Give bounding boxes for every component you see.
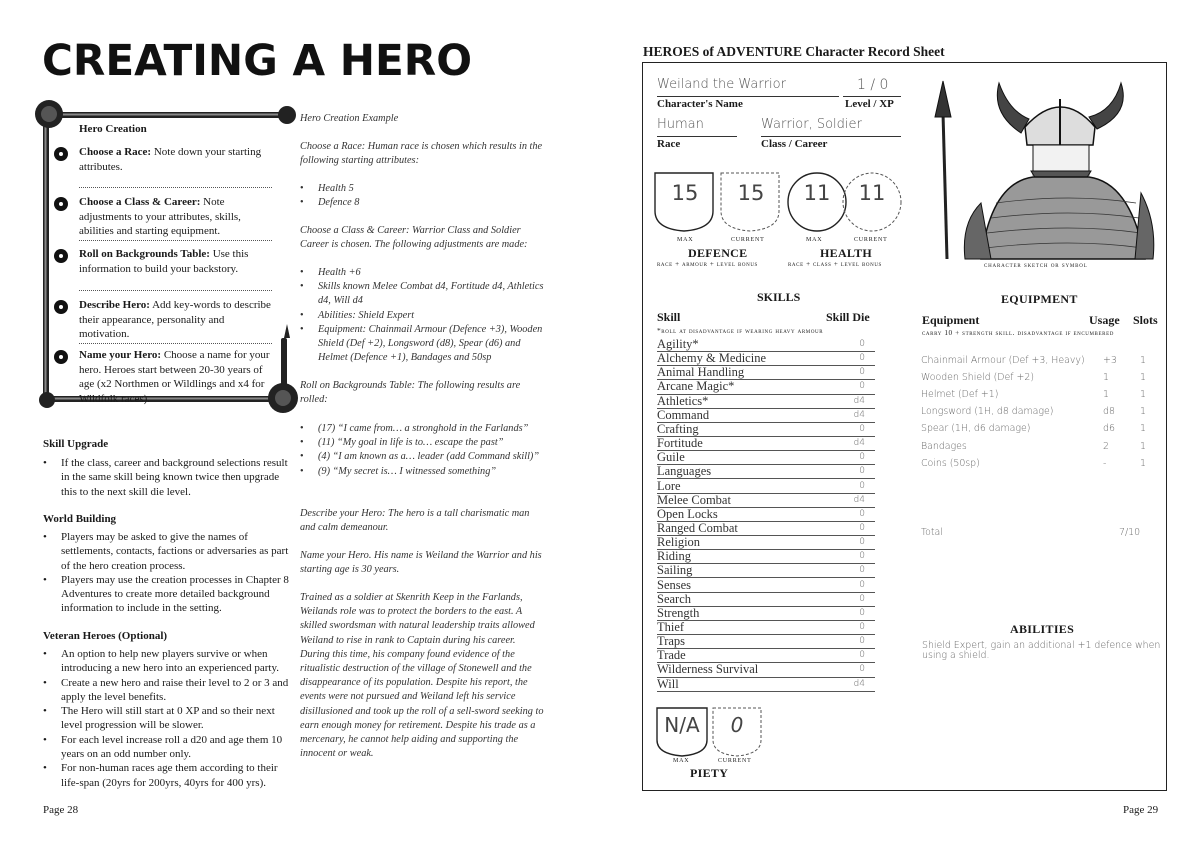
piety-max-label: max — [673, 755, 690, 764]
example-class-list — [300, 266, 545, 365]
character-portrait — [921, 73, 1157, 261]
skill-name: Arcane Magic* — [657, 379, 735, 394]
skill-die-value[interactable]: 0 — [859, 423, 865, 434]
equipment-usage: 2 — [1103, 440, 1109, 452]
skill-row[interactable] — [657, 579, 875, 593]
list-item: • Create a new hero and raise their level to 2 or 3 and apply the level benefits. — [43, 676, 293, 705]
skill-row[interactable] — [657, 480, 875, 494]
veteran-heroes-list — [43, 647, 293, 790]
field-line — [657, 136, 737, 137]
step-describe-hero: Describe Hero: Add key-words to describe their appearance, personality and motivation. — [79, 299, 271, 340]
total-label: Total — [921, 527, 943, 538]
field-line — [761, 136, 901, 137]
divider — [79, 187, 272, 188]
equipment-note: carry 10 + strength skill. disadvantage if encumbered — [922, 329, 1114, 337]
skill-die-value[interactable]: 0 — [859, 636, 865, 647]
list-item: • Health +6 — [300, 266, 545, 280]
skill-die-value[interactable]: 0 — [859, 650, 865, 661]
skill-die-value[interactable]: 0 — [859, 452, 865, 463]
list-item: • (17) “I came from… a stronghold in the Farlands” — [300, 422, 545, 436]
divider — [79, 240, 272, 241]
list-item: • Defence 8 — [300, 196, 545, 210]
step-backgrounds: Roll on Backgrounds Table: Use this information to build your backstory. — [79, 248, 249, 275]
character-name-value[interactable]: Weiland the Warrior — [657, 77, 786, 92]
skill-name: Languages — [657, 464, 712, 479]
skill-row[interactable] — [657, 423, 875, 437]
skill-die-value[interactable]: 0 — [859, 381, 865, 392]
slots-column-header: Slots — [1133, 313, 1158, 327]
piety-label: PIETY — [690, 766, 729, 780]
skill-row[interactable] — [657, 635, 875, 649]
list-item: • Players may be asked to give the names of settlements, contacts, factions or adversaries as part of the hero creation process. — [43, 530, 293, 573]
skill-die-value[interactable]: 0 — [859, 522, 865, 533]
example-race-list — [300, 182, 545, 210]
skill-row[interactable] — [657, 366, 875, 380]
skill-die-value[interactable]: d4 — [853, 409, 865, 420]
abilities-text[interactable]: Shield Expert, gain an additional +1 defence when using a shield. — [922, 640, 1161, 661]
equipment-slots: 1 — [1140, 389, 1146, 401]
skill-die-value[interactable]: 0 — [859, 353, 865, 364]
equipment-item: Helmet (Def +1) — [921, 389, 999, 401]
warrior-sketch-image — [921, 73, 1157, 261]
equipment-usage: d6 — [1103, 423, 1115, 435]
skills-note: *roll at disadvantage if wearing heavy armour — [657, 326, 824, 335]
skill-row[interactable] — [657, 465, 875, 479]
step-bullet-icon — [54, 300, 68, 314]
skill-name: Wilderness Survival — [657, 662, 759, 677]
skill-die-value[interactable]: 0 — [859, 537, 865, 548]
defence-max-value[interactable]: 15 — [671, 181, 699, 205]
character-name-label: Character's Name — [657, 98, 743, 110]
skill-die-value[interactable]: 0 — [859, 664, 865, 675]
sheet-title: HEROES of ADVENTURE Character Record Sheet — [643, 44, 945, 59]
class-career-value[interactable]: Warrior, Soldier — [761, 117, 862, 132]
equipment-item: Wooden Shield (Def +2) — [921, 372, 1035, 384]
health-max-label: max — [806, 234, 823, 243]
equipment-usage: - — [1103, 457, 1107, 469]
equipment-slots: 1 — [1140, 423, 1146, 435]
field-line — [657, 96, 839, 97]
list-item: • (11) “My goal in life is to… escape the past” — [300, 436, 545, 450]
skill-name: Command — [657, 407, 710, 422]
skill-die-column-header: Skill Die — [826, 310, 870, 324]
equipment-item: Bandages — [921, 440, 967, 452]
list-item: • Skills known Melee Combat d4, Fortitude d4, Athletics d4, Will d4 — [300, 280, 545, 308]
world-building-list — [43, 530, 293, 616]
skill-name: Search — [657, 591, 692, 606]
skill-name: Athletics* — [657, 393, 709, 408]
equipment-slots: 1 — [1140, 406, 1146, 418]
list-item: • The Hero will still start at 0 XP and so their next level progression will be slower. — [43, 704, 293, 733]
page-number-right: Page 29 — [1123, 804, 1159, 816]
skill-die-value[interactable]: d4 — [853, 494, 865, 505]
skill-die-value[interactable]: 0 — [859, 565, 865, 576]
skill-column-header: Skill — [657, 310, 681, 324]
equipment-slots: 1 — [1140, 457, 1146, 469]
skill-die-value[interactable]: 0 — [859, 551, 865, 562]
skill-name: Lore — [657, 478, 681, 493]
skill-name: Riding — [657, 549, 692, 564]
equipment-item: Longsword (1H, d8 damage) — [921, 406, 1054, 418]
list-item: • If the class, career and background selections result in the same skill being known twice then upgrade this to the next skill die level. — [43, 456, 293, 499]
skill-name: Trade — [657, 648, 686, 663]
total-value[interactable]: 7/10 — [1119, 527, 1141, 538]
skill-die-value[interactable]: 0 — [859, 622, 865, 632]
skill-die-value[interactable]: 0 — [859, 466, 865, 477]
equipment-title: EQUIPMENT — [1001, 292, 1078, 306]
skill-die-value[interactable]: 0 — [859, 339, 865, 349]
skill-name: Will — [657, 676, 679, 691]
skill-name: Animal Handling — [657, 365, 745, 380]
skill-row[interactable] — [657, 550, 875, 564]
list-item: • Players may use the creation processes in Chapter 8 Adventures to create more detailed background information to include in the setting. — [43, 573, 293, 616]
list-item: • An option to help new players survive or when introducing a new hero into an experienced party. — [43, 647, 293, 676]
list-item: • Abilities: Shield Expert — [300, 309, 545, 323]
equipment-slots: 1 — [1140, 440, 1146, 452]
skill-row[interactable] — [657, 338, 875, 352]
skill-row[interactable] — [657, 395, 875, 409]
skill-upgrade-list — [43, 456, 293, 499]
skill-row[interactable] — [657, 621, 875, 635]
skill-row[interactable] — [657, 663, 875, 677]
race-value[interactable]: Human — [657, 117, 704, 132]
divider — [79, 343, 272, 344]
example-backgrounds: Roll on Backgrounds Table: The following results are rolled: — [300, 380, 521, 406]
skill-name: Open Locks — [657, 506, 718, 521]
health-note: race + class + level bonus — [788, 260, 882, 268]
abilities-title: ABILITIES — [1010, 622, 1075, 636]
skill-name: Fortitude — [657, 436, 703, 451]
list-item: • For non-human races age them according to their life-span (20yrs for 200yrs, 40yrs for 400 yrs). — [43, 761, 293, 790]
example-story: Trained as a soldier at Skenrith Keep in the Farlands, Weilands role was to protect the borders to the east. A skilled swordsman with natural leadership traits allowed Weiland to rise in rank to Captain during his career. During this time, his company found evidence of the ritualistic destruction of the village of Stonewell and the disappearance of its population. Despite his report, the events were not pursued and Weiland left his service disillusioned and took up the roll of a sell-sword seeking to earn enough money for retirement. Despite his trade as a mercenary, he cannot help aiding and supporting the innocent or weak. — [300, 592, 544, 760]
skill-row[interactable] — [657, 649, 875, 663]
skill-row[interactable] — [657, 508, 875, 522]
level-xp-label: Level / XP — [845, 98, 894, 110]
skill-die-value[interactable]: 0 — [859, 607, 865, 618]
piety-current-label: current — [718, 755, 752, 764]
defence-current-value[interactable]: 15 — [737, 181, 765, 205]
skill-name: Sailing — [657, 563, 693, 578]
list-item: • For each level increase roll a d20 and age them 10 years on an odd number only. — [43, 733, 293, 762]
field-line — [843, 96, 901, 97]
list-item: • Equipment: Chainmail Armour (Defence +3), Wooden Shield (Def +2), Longsword (d8), Spear (d6) and Helmet (Defence +1), Bandages and 50sp — [300, 323, 545, 366]
class-career-label: Class / Career — [761, 138, 828, 150]
example-heading: Hero Creation Example — [300, 113, 399, 124]
page-number-left: Page 28 — [43, 804, 79, 816]
hero-creation-heading: Hero Creation — [79, 123, 147, 135]
defence-note: race + armour + level bonus — [657, 260, 758, 268]
skill-upgrade-heading: Skill Upgrade — [43, 438, 109, 450]
example-backgrounds-list — [300, 422, 545, 479]
health-max-value[interactable]: 11 — [803, 181, 831, 205]
skill-row[interactable] — [657, 409, 875, 423]
health-current-label: current — [854, 234, 888, 243]
skill-die-value[interactable]: 0 — [859, 593, 865, 604]
skill-name: Guile — [657, 450, 685, 465]
skill-die-value[interactable]: d4 — [853, 438, 865, 449]
step-bullet-icon — [54, 249, 68, 263]
race-label: Race — [657, 138, 681, 150]
piety-max-value[interactable]: N/A — [664, 713, 700, 737]
skill-name: Agility* — [657, 337, 699, 351]
example-race: Choose a Race: Human race is chosen which results in the following starting attributes: — [300, 141, 543, 167]
skill-name: Traps — [657, 634, 686, 649]
skill-row[interactable] — [657, 352, 875, 366]
health-label: HEALTH — [820, 246, 873, 260]
skill-row[interactable] — [657, 522, 875, 536]
equipment-usage: 1 — [1103, 372, 1109, 384]
equipment-column-header: Equipment — [922, 313, 980, 327]
example-name: Name your Hero. His name is Weiland the Warrior and his starting age is 30 years. — [300, 550, 542, 576]
step-name-hero: Name your Hero: Choose a name for your hero. Heroes start between 20-30 years of age (x2 Northmen or Wildlings and x4 for Wildfolk races). — [79, 349, 270, 405]
skill-row[interactable] — [657, 494, 875, 508]
skill-row[interactable] — [657, 451, 875, 465]
skill-name: Senses — [657, 577, 692, 592]
skill-name: Crafting — [657, 421, 699, 436]
step-choose-race: Choose a Race: Note down your starting attributes. — [79, 146, 262, 173]
divider — [79, 290, 272, 291]
equipment-slots: 1 — [1140, 355, 1146, 366]
equipment-item: Coins (50sp) — [921, 457, 980, 469]
skill-row[interactable] — [657, 607, 875, 621]
portrait-caption: character sketch or symbol — [984, 261, 1088, 269]
step-bullet-icon — [54, 147, 68, 161]
skill-die-value[interactable]: d4 — [853, 678, 865, 689]
level-xp-value[interactable]: 1 / 0 — [857, 77, 889, 93]
equipment-item: Chainmail Armour (Def +3, Heavy) — [921, 355, 1085, 366]
skills-title: SKILLS — [757, 290, 801, 304]
list-item: • (4) “I am known as a… leader (add Command skill)” — [300, 450, 545, 464]
skill-die-value[interactable]: 0 — [859, 579, 865, 590]
defence-max-label: max — [677, 234, 694, 243]
skill-name: Alchemy & Medicine — [657, 351, 766, 366]
equipment-usage: 1 — [1103, 389, 1109, 401]
skill-row[interactable] — [657, 678, 875, 692]
skill-row[interactable] — [657, 437, 875, 451]
skill-name: Ranged Combat — [657, 520, 738, 535]
equipment-item: Spear (1H, d6 damage) — [921, 423, 1031, 435]
step-bullet-icon — [54, 350, 68, 364]
equipment-usage: d8 — [1103, 406, 1115, 418]
skill-die-value[interactable]: 0 — [859, 367, 865, 378]
world-building-heading: World Building — [43, 513, 117, 525]
step-choose-class: Choose a Class & Career: Note adjustments to your attributes, skills, abilities and starting equipment. — [79, 196, 241, 237]
example-describe: Describe your Hero: The hero is a tall charismatic man and calm demeanour. — [300, 508, 530, 534]
skill-name: Thief — [657, 620, 685, 634]
defence-label: DEFENCE — [688, 246, 748, 260]
health-current-value[interactable]: 11 — [858, 181, 886, 205]
skill-die-value[interactable]: d4 — [853, 395, 865, 406]
equipment-slots: 1 — [1140, 372, 1146, 384]
list-item: • (9) “My secret is… I witnessed something” — [300, 465, 545, 479]
skill-name: Melee Combat — [657, 492, 731, 507]
skill-row[interactable] — [657, 536, 875, 550]
skill-name: Religion — [657, 535, 701, 550]
example-class: Choose a Class & Career: Warrior Class and Soldier Career is chosen. The following adjustments are made: — [300, 225, 528, 251]
skill-row[interactable] — [657, 593, 875, 607]
skill-die-value[interactable]: 0 — [859, 508, 865, 519]
skill-row[interactable] — [657, 380, 875, 394]
equipment-usage: +3 — [1103, 355, 1117, 366]
piety-current-value[interactable]: 0 — [730, 713, 744, 737]
step-bullet-icon — [54, 197, 68, 211]
skill-row[interactable] — [657, 564, 875, 578]
skill-die-value[interactable]: 0 — [859, 480, 865, 491]
usage-column-header: Usage — [1089, 313, 1120, 327]
list-item: • Health 5 — [300, 182, 545, 196]
veteran-heroes-heading: Veteran Heroes (Optional) — [43, 630, 168, 642]
skill-name: Strength — [657, 605, 700, 620]
page-title: CREATING A HERO — [42, 36, 473, 86]
defence-current-label: current — [731, 234, 765, 243]
